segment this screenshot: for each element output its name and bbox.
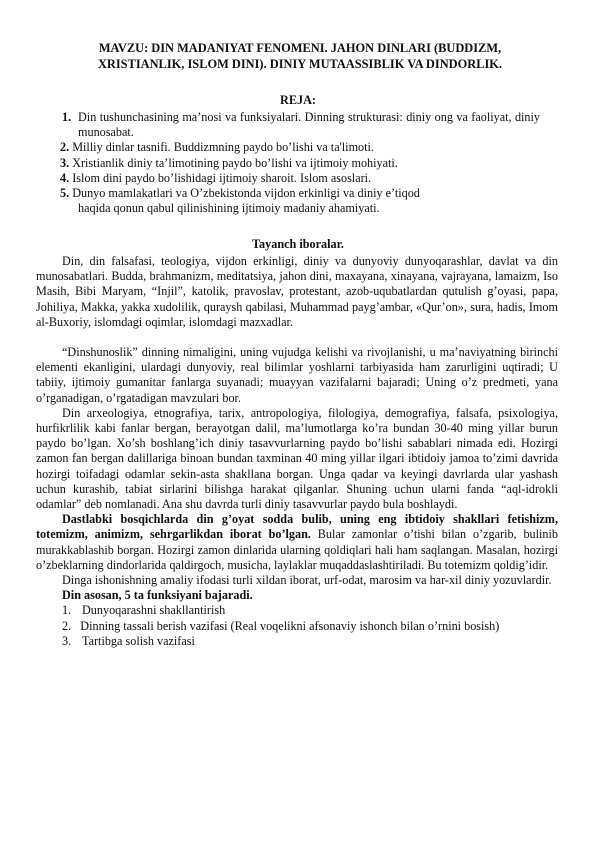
plan-item <box>60 171 540 186</box>
functions-list-continued <box>36 634 558 649</box>
plan-item-text: Islom dini paydo bo’lishidagi ijtimoiy sharoit. Islom asoslari. <box>72 170 372 185</box>
plan-heading: REJA: <box>280 93 316 107</box>
plan-item-number: 2. <box>60 140 70 155</box>
paragraph-spacer <box>36 330 558 345</box>
paragraph-early-forms <box>36 512 558 573</box>
key-terms-heading: Tayanch iboralar. <box>252 237 344 251</box>
function-item-wrap <box>36 619 558 634</box>
paragraph-origins: Din arxeologiya, etnografiya, tarix, antropologiya, filologiya, demografiya, falsafa, psixologiya, hurfikrlilik kabi fanlar bergan, berayotgan dalil, ma’lumotlarga ko’ra bundan 30-40 ming yillar burun paydo bo’lgan. Xo’sh boshlang’ich diniy tasavvurlarning paydo bo’lishi sabablari nimada edi. Hozirgi zamon fan bergan dalillariga binoan bundan taxminan 40 ming yillar ilgari ibtidoiy jamoa to’zimi davrida hozirgi toifadagi odamlar sekin-asta shakllana borgan. Unga qadar va keyingi davrlarda ular yashash uchun kurashib, tabiat sirlarini bilishga harakat qilganlar. Shuning uchun ularni fanda “aql-idrokli odamlar” deb nomlanadi. Ana shu davrda turli diniy tasavvurlar paydo bula boshlaydi. <box>36 405 558 512</box>
plan-item <box>60 156 540 171</box>
plan-item-number: 3. <box>60 155 70 170</box>
plan-item-text: Din tushunchasining ma’nosi va funksiyalari. Dinning strukturasi: diniy ong va faoliyat, diniy munosabat. <box>78 110 540 140</box>
plan-item-text: Xristianlik diniy ta’limotining paydo bo’lishi va ijtimoiy mohiyati. <box>72 155 398 170</box>
document-title <box>40 40 560 72</box>
paragraph-early-forms-bold: Dastlabki bosqichlarda din g’oyat sodda bulib, uning eng ibtidoiy shakllari fetishizm, totemizm, animizm, sehrgarlikdan iborat bo’lgan. <box>36 512 558 542</box>
functions-list <box>36 603 558 618</box>
function-item <box>62 634 558 649</box>
paragraph-practice: Dinga ishonishning amaliy ifodasi turli xildan iborat, urf-odat, marosim va har-xil diniy yozuvlardir. <box>62 573 552 588</box>
paragraph-early-forms-rest: Bular zamonlar o’tishi bilan o’zgarib, bulinib murakkablashib borgan. Hozirgi zamon dinlarida ularning qoldiqlari hali ham saqlangan. Masalan, hozirgi o’zbeklarning dindorlarida qaldirgoch, musicha, laylaklar muqaddaslashtiriladi. Bu totemizm qoldig’idir. <box>36 527 558 572</box>
key-terms-paragraph: Din, din falsafasi, teologiya, vijdon erkinligi, diniy va dunyoviy dunyoqarashlar, davlat va din munosabatlari. Budda, brahmanizm, meditatsiya, jahon dini, maxayana, xinayana, vajrayana, lamaizm, Iso Masih, Bibi Maryam, “Injil”, katolik, pravoslav, protestant, azob-uqubatlardan qutulish g’oyasi, papa, Johiliya, Makka, yakka xudolilik, quraysh qabilasi, Muhammad payg’ambar, «Qur’on», sura, hadis, Imom al-Buxoriy, islomdagi oqimlar, islomdagi mazxadlar. <box>36 254 558 329</box>
function-number: 1. <box>62 603 72 618</box>
plan-item-number: 5. <box>60 186 70 201</box>
function-item <box>62 603 558 618</box>
plan-item <box>60 110 540 140</box>
document-body <box>36 254 558 649</box>
function-text: Dinning tassali berish vazifasi (Real voqelikni afsonaviy ishonch bilan o’rnini bosish) <box>80 618 500 633</box>
plan-item-number: 1. <box>62 110 72 124</box>
paragraph-religious-studies: “Dinshunoslik” dinning nimaligini, uning vujudga kelishi va rivojlanishi, u ma’naviyatning birinchi elementi ekanligini, ulardagi dunyoviy, real bilimlar yoshlarni tarbiyasida ham zarurligini uqtiradi; U tabiiy, ijtimoiy gumanitar fanlarga suyanadi; muayyan vazifalarni bajaradi; Uning o’z predmeti, yana o’rganadigan, o’rgatadigan mavzulari bor. <box>36 345 558 405</box>
title-line-1: MAVZU: DIN MADANIYAT FENOMENI. JAHON DINLARI (BUDDIZM, <box>98 41 502 55</box>
function-number: 3. <box>62 633 72 648</box>
title-line-2: XRISTIANLIK, ISLOM DINI). DINIY MUTAASSIBLIK VA DINDORLIK. <box>97 57 503 71</box>
plan-list <box>60 110 540 216</box>
plan-item-number: 4. <box>60 170 70 185</box>
function-text: Tartibga solish vazifasi <box>82 633 195 648</box>
plan-item <box>60 186 540 201</box>
plan-item-text: Milliy dinlar tasnifi. Buddizmning paydo bo’lishi va ta'limoti. <box>72 140 374 155</box>
plan-item-continuation: haqida qonun qabul qilinishining ijtimoiy madaniy ahamiyati. <box>78 201 380 216</box>
paragraph-functions-heading: Din asosan, 5 ta funksiyani bajaradi. <box>62 588 253 603</box>
function-text: Dunyoqarashni shakllantirish <box>82 603 226 618</box>
plan-item-text: Dunyo mamlakatlari va O’zbekistonda vijdon erkinligi va diniy e’tiqod <box>72 186 420 201</box>
function-number: 2. <box>62 618 72 633</box>
plan-item <box>60 140 540 155</box>
